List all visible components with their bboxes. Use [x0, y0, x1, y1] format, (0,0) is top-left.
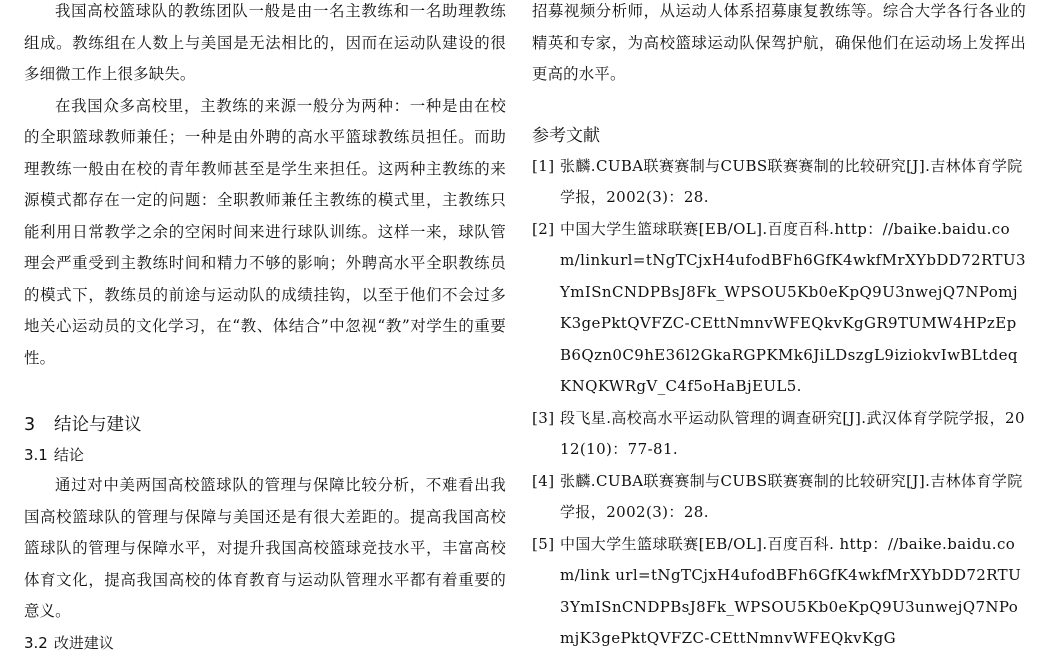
paragraph-coach-sources: 在我国众多高校里，主教练的来源一般分为两种：一种是由在校的全职篮球教师兼任；一种是由外聘的高水平篮球教练员担任。而助理教练一般由在校的青年教师甚至是学生来担任。这两种主教练的来源模式都存在一定的问题：全职教师兼任主教练的模式里，主教练只能利用日常教学之余的空闲时间来进行球队训练。这样一来，球队管理会严重受到主教练时间和精力不够的影响；外聘高水平全职教练员的模式下，教练员的前途与运动队的成绩挂钩，以至于他们不会过多地关心运动员的文化学习，在“教、体结合”中忽视“教”对学生的重要性。 [24, 96, 506, 367]
reference-item [532, 151, 1026, 214]
section-title: 结论与建议 [54, 415, 142, 435]
reference-text: 中国大学生篮球联赛[EB/OL].百度百科.http：//baike.baidu.com/linkurl=tNgTCjxH4ufodBFh6GfK4wkfMrXYbDD72RTU3YmISnCNDPBsJ8Fk_WPSOU5Kb0eKpQ9U3nwejQ7NPomjK3gePktQVFZC-CEttNmnvWFEQkvKgGR9TUMW4HPzEpB6Qzn0C9hE36l2GkaRGPKMk6JiLDszgL9iziokvIwBLtdeqKNQKWRgV_C4f5oHaBjEUL5. [560, 219, 1026, 395]
reference-marker: [1] [532, 156, 555, 175]
reference-text: 中国大学生篮球联赛[EB/OL].百度百科. http：//baike.baidu.com/link url=tNgTCjxH4ufodBFh6GfK4wkfMrXYbDD72RTU3YmISnCNDPBsJ8Fk_WPSOU5Kb0eKpQ9U3unwejQ7NPomjK3gePktQVFZC-CEttNmnvWFEQkvKgG [560, 534, 1022, 647]
subsection-title: 结论 [53, 446, 84, 464]
subsection-heading-suggestions [24, 628, 506, 658]
paragraph-coaching-team: 我国高校篮球队的教练团队一般是由一名主教练和一名助理教练组成。教练组在人数上与美国是无法相比的，因而在运动队建设的很多细微工作上很多缺失。 [24, 2, 506, 83]
section-heading-conclusions [24, 410, 506, 440]
reference-item [532, 214, 1026, 403]
reference-item [532, 466, 1026, 529]
reference-item [532, 403, 1026, 466]
paragraph-conclusion: 通过对中美两国高校篮球队的管理与保障比较分析，不难看出我国高校篮球队的管理与保障与美国还是有很大差距的。提高我国高校篮球队的管理与保障水平，对提升我国高校篮球竞技水平，丰富高校体育文化，提高我国高校的体育教育与运动队管理水平都有着重要的意义。 [24, 476, 506, 620]
reference-marker: [4] [532, 471, 555, 490]
reference-text: 张麟.CUBA联赛赛制与CUBS联赛赛制的比较研究[J].吉林体育学院学报，2002(3)：28. [560, 471, 1023, 521]
subsection-number: 3.1 [24, 446, 48, 464]
reference-text: 张麟.CUBA联赛赛制与CUBS联赛赛制的比较研究[J].吉林体育学院学报，2002(3)：28. [560, 156, 1023, 206]
reference-marker: [3] [532, 408, 555, 427]
reference-list [532, 151, 1026, 655]
paragraph-recruitment: 招募视频分析师，从运动人体系招募康复教练等。综合大学各行各业的精英和专家，为高校篮球运动队保驾护航，确保他们在运动场上发挥出更高的水平。 [532, 2, 1026, 83]
subsection-heading-conclusion [24, 440, 506, 470]
right-column [532, 0, 1026, 655]
reference-text: 段飞星.高校高水平运动队管理的调查研究[J].武汉体育学院学报，2012(10)：77-81. [560, 408, 1025, 458]
left-column [24, 0, 506, 658]
references-heading: 参考文献 [532, 125, 600, 146]
reference-marker: [5] [532, 534, 555, 553]
reference-marker: [2] [532, 219, 555, 238]
subsection-title: 改进建议 [53, 633, 114, 652]
subsection-number: 3.2 [24, 633, 48, 652]
section-number: 3 [24, 415, 36, 435]
reference-item [532, 529, 1026, 655]
